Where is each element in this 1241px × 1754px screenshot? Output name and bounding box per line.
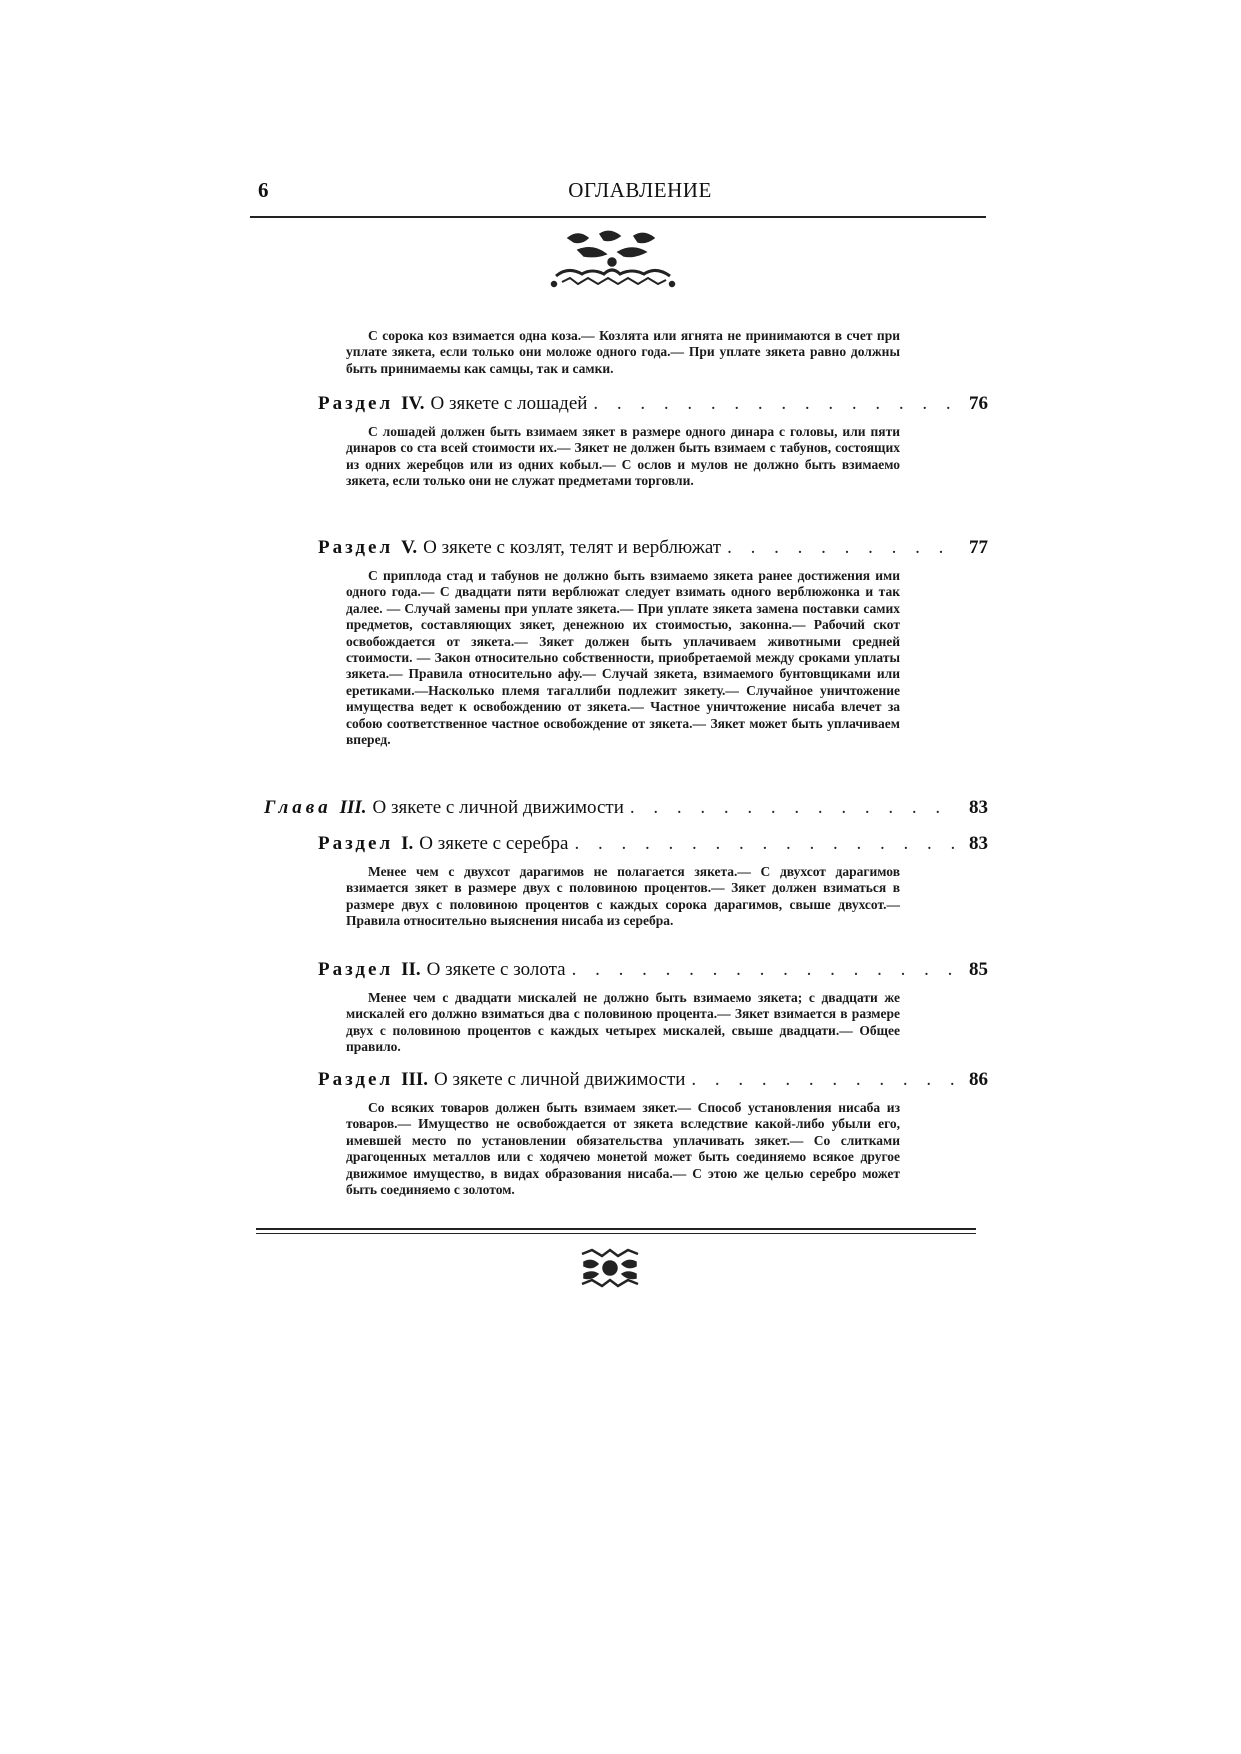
running-head: ОГЛАВЛЕНИЕ [568,178,712,202]
footer-ornament [578,1248,642,1288]
entry-title: О зякете с лошадей [430,393,588,414]
footer-rule-bottom [256,1233,976,1234]
entry-abstract: Менее чем с двадцати мискалей не должно быть взимаемо зякета; с двадцати же мискалей его должно взиматься два с половиною процента.— Зякет взимается в размере двух с половиною процентов с каждых четырех мискалей, свыше двадцати.— Общее правило. [346,990,900,1055]
entry-page: 83 [969,833,988,854]
entry-number: V. [401,537,418,558]
entry-page: 83 [969,797,988,818]
entry-number: IV. [401,393,425,414]
entry-title: О зякете с золота [426,959,566,980]
page-number: 6 [258,178,269,202]
entry-label: Раздел [318,959,394,980]
entry-page: 86 [969,1069,988,1090]
entry-abstract: Со всяких товаров должен быть взимаем зякет.— Способ установления нисаба из товаров.— Имущество не освобождается от зякета вследствие какой-либо убыли его, имевшей место по установлении обязательства уплачивать зякет.— Со слитками драгоценных металлов или с ходячею монетой может быть соединяемо всякое другое движимое имущество, в видах образования нисаба.— С этою же целью серебро может быть соединяемо с золотом. [346,1100,900,1198]
dot-leader [574,832,956,856]
header-rule [250,216,986,218]
dot-leader [630,796,956,820]
dot-leader [593,392,956,416]
entry-title: О зякете с личной движимости [434,1069,686,1090]
entry-label: Раздел [318,537,394,558]
entry-label: Раздел [318,1069,394,1090]
toc-entry-section-5[interactable] [318,536,988,560]
entry-label: Раздел [318,393,394,414]
toc-entry-section-3[interactable] [318,1068,988,1092]
entry-label: Глава [264,797,332,818]
dot-leader [727,536,956,560]
header-ornament [548,228,678,290]
toc-entry-section-2[interactable] [318,958,988,982]
entry-page: 85 [969,959,988,980]
entry-page: 76 [969,393,988,414]
entry-abstract: С лошадей должен быть взимаем зякет в размере одного динара с головы, или пяти динаров со ста всей стоимости их.— Зякет не должен быть взимаем с табунов, состоящих из одних жеребцов или из одних кобыл.— С ослов и мулов не должно быть взимаемо зякета, если только они не служат предметами торговли. [346,424,900,489]
footer-rule-top [256,1228,976,1230]
entry-number: I. [401,833,414,854]
entry-page: 77 [969,537,988,558]
entry-abstract: Менее чем с двухсот дарагимов не полагается зякета.— С двухсот дарагимов взимается зякет в размере двух с половиною процентов.— Зякет должен взиматься в размере двух с половиною процентов с каждых сорока дарагимов, свыше двухсот.— Правила относительно выяснения нисаба из серебра. [346,864,900,929]
entry-title: О зякете с серебра [419,833,569,854]
dot-leader [691,1068,956,1092]
entry-number: III. [401,1069,429,1090]
intro-paragraph: С сорока коз взимается одна коза.— Козлята или ягнята не принимаются в счет при уплате зякета, если только они моложе одного года.— При уплате зякета равно должны быть принимаемы как самцы, так и самки. [346,328,900,376]
entry-title: О зякете с личной движимости [372,797,624,818]
entry-title: О зякете с козлят, телят и верблюжат [423,537,722,558]
entry-label: Раздел [318,833,394,854]
entry-number: II. [401,959,421,980]
toc-entry-section-4[interactable] [318,392,988,416]
dot-leader [572,958,956,982]
entry-abstract: С приплода стад и табунов не должно быть взимаемо зякета ранее достижения ими одного года.— С двадцати пяти верблюжат следует взимать одного верблюжонка и так далее. — Случай замены при уплате зякета.— При уплате зякета замена поставки самих предметов, составляющих зякет, денежною их стоимостью, законна.— Рабочий скот освобождается от зякета.— Зякет должен быть уплачиваем животными средней стоимости. — Закон относительно собственности, приобретаемой между сроками уплаты зякета.— Правила относительно афу.— Случай зякета, взимаемого бунтовщиками или еретиками.—Насколько племя тагаллиби подлежит зякету.— Случайное уничтожение имущества ведет к освобождению от зякета.— Частное уничтожение нисаба влечет за собою соответственное частное освобождение от зякета.— Зякет может быть уплачиваем вперед. [346,568,900,748]
toc-entry-chapter-3[interactable] [264,796,988,820]
toc-entry-section-1[interactable] [318,832,988,856]
entry-number: III. [339,797,367,818]
